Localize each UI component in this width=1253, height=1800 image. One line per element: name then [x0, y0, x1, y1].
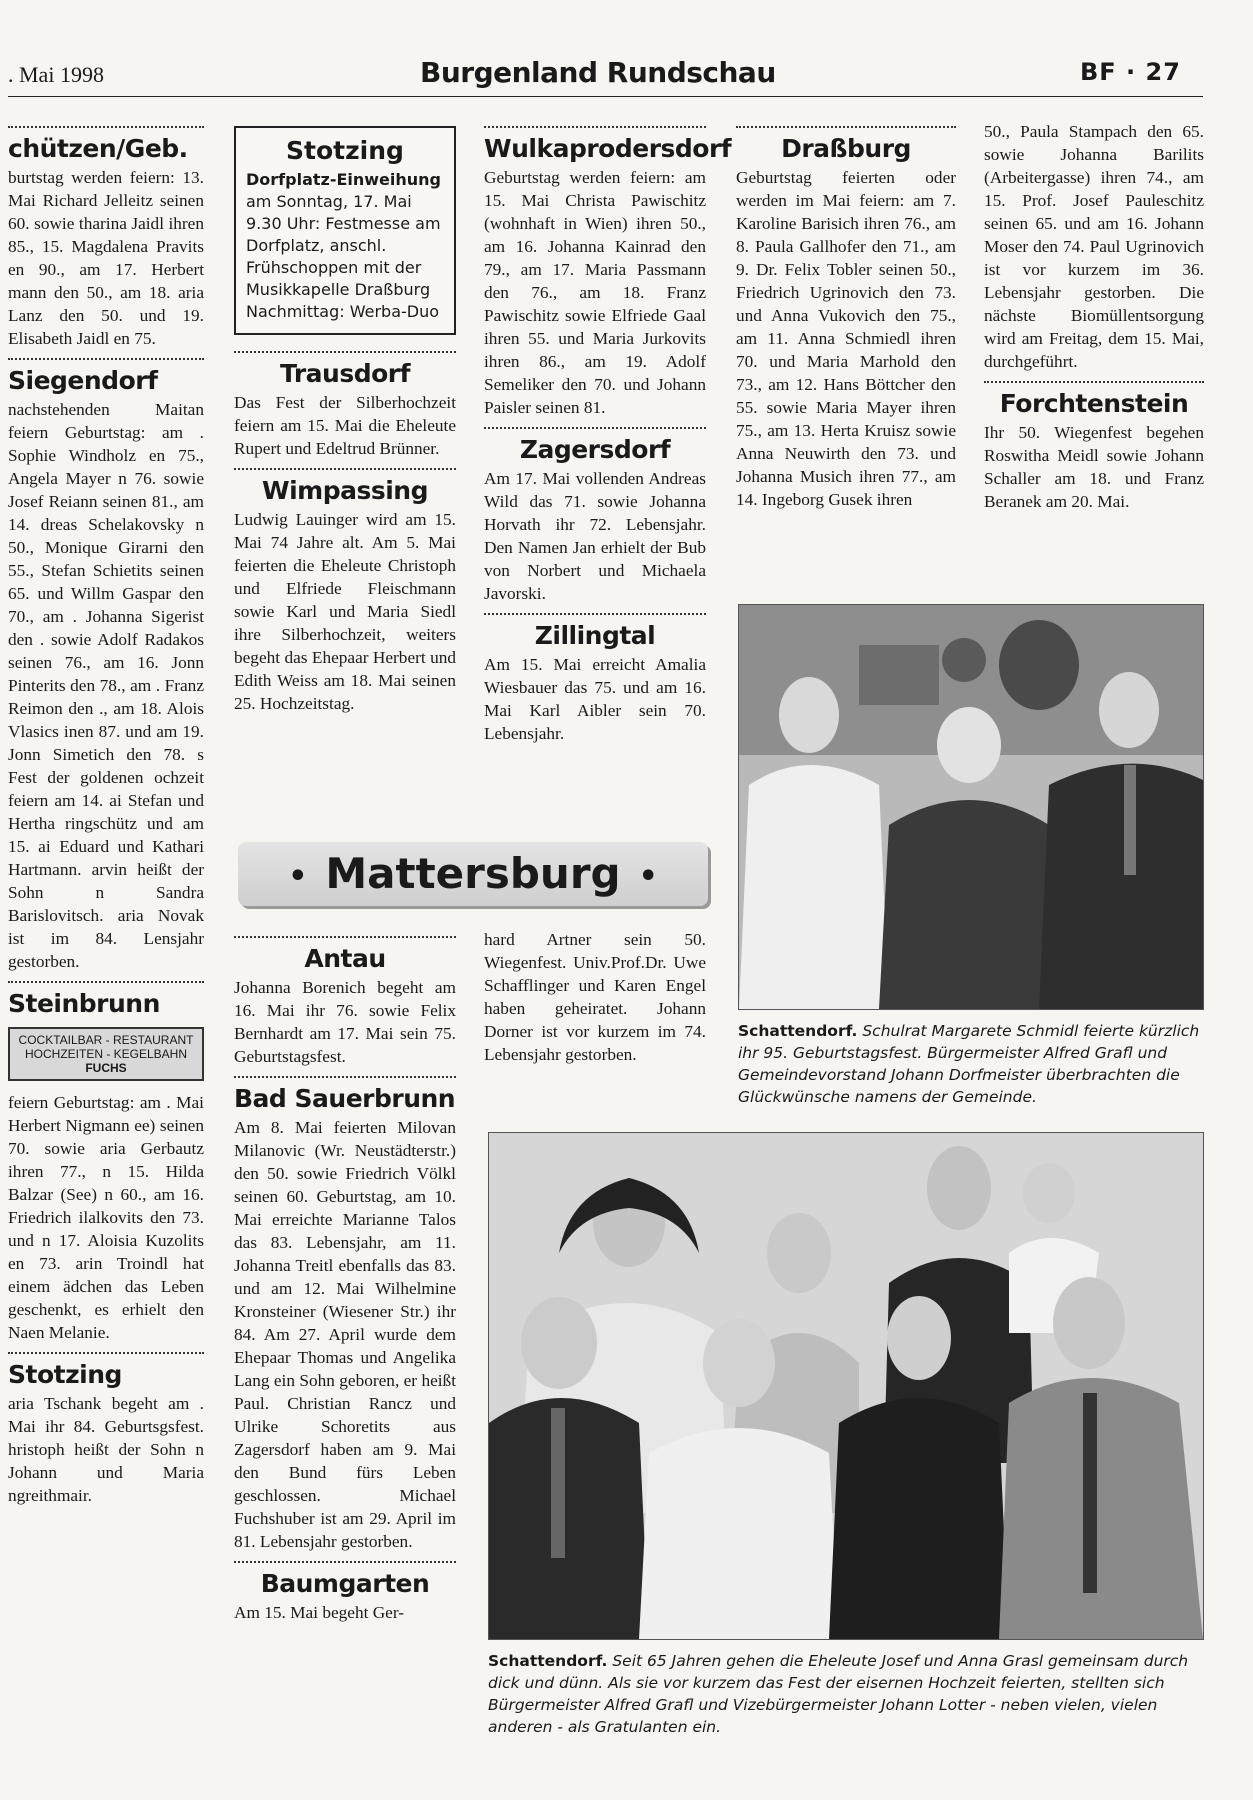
- article-forchtenstein: [984, 389, 1204, 513]
- caption-text: Schulrat Margarete Schmidl feierte kürzlich ihr 95. Geburtstagsfest. Bürgermeister Alfred Grafl und Gemeindevorstand Johann Dorfmeister überbrachten die Glückwünsche namens der Gemeinde.: [738, 1022, 1200, 1106]
- article-heading: Trausdorf: [280, 359, 410, 388]
- banner-title: Mattersburg: [325, 849, 621, 898]
- divider: [8, 126, 204, 128]
- article-text: Am 15. Mai erreicht Amalia Wiesbauer das 75. und am 16. Mai Karl Aibler sein 70. Lebensjahr.: [484, 655, 706, 743]
- advertisement-fuchs: [8, 1027, 204, 1081]
- article-bad-sauerbrunn: [234, 1084, 456, 1553]
- newspaper-title: Burgenland Rundschau: [420, 56, 776, 89]
- article-text: Am 15. Mai begeht Ger-: [234, 1603, 405, 1622]
- article-heading: Forchtenstein: [999, 389, 1189, 418]
- article-heading: Steinbrunn: [8, 989, 160, 1018]
- article-heading: Wulkaprodersdorf: [484, 134, 732, 163]
- divider: [984, 381, 1204, 383]
- ad-line: COCKTAILBAR - RESTAURANT: [18, 1033, 194, 1047]
- article-heading: Zillingtal: [534, 621, 656, 650]
- article-text: Ludwig Lauinger wird am 15. Mai 74 Jahre alt. Am 5. Mai feierten die Eheleute Christoph und Elfriede Fleischmann sowie Karl und Maria Siedl ihre Silberhochzeit, weiters begeht das Ehepaar Herbert und Edith Weiss am 18. Mai seinen 25. Hochzeitstag.: [234, 510, 456, 713]
- ad-name: FUCHS: [85, 1061, 127, 1075]
- issue-date: . Mai 1998: [8, 62, 104, 87]
- article-text: nachstehenden Maitan feiern Geburtstag: am . Sophie Windholz en 75., Angela Mayer n 76. sowie Josef Reiann seinen 81., am 14. dreas Schelakovsky n 50., Monique Girarni den 55., Stefan Schietits seinen 65. und Willm Gaspar den 70., am . Johanna Sigerist den . sowie Adolf Radakos seinen 76., am 16. Jonn Pinterits den 78., am . Franz Reimon den ., am 18. Alois Vlasics inen 87. und am 19. Jonn Simetich den 78. s Fest der goldenen ochzeit feiern am 14. ai Stefan und Hertha ringschütz und am 15. ai Eduard und Kathari Hartmann. arvin heißt der Sohn n Sandra Barislovitsch. aria Novak ist im 84. Lensjahr gestorben.: [8, 400, 204, 971]
- article-text: 50., Paula Stampach den 65. sowie Johanna Barilits (Arbeitergasse) ihren 74., am 15. Prof. Josef Pauleschitz seinen 65. und am 16. Johann Moser den 74. Paul Ugrinovich ist vor kurzem im 36. Lebensjahr gestorben. Die nächste Biomüllentsorgung wird am Freitag, dem 15. Mai, durchgeführt.: [984, 122, 1204, 371]
- article-heading: Zagersdorf: [519, 435, 671, 464]
- divider: [8, 1352, 204, 1354]
- banner-bullet: •: [288, 858, 308, 894]
- page-number: BF · 27: [1080, 58, 1181, 86]
- article-text: Am 17. Mai vollenden Andreas Wild das 71. sowie Johanna Horvath ihr 72. Lebensjahr. Den Namen Jan erhielt der Bub von Norbert und Michaela Javorski.: [484, 469, 706, 603]
- article-text: hard Artner sein 50. Wiegenfest. Univ.Prof.Dr. Uwe Schafflinger und Karen Engel haben geheiratet. Johann Dorner ist vor kurzem im 74. Lebensjahr gestorben.: [484, 930, 706, 1064]
- divider: [484, 613, 706, 615]
- divider: [234, 1561, 456, 1563]
- article-trausdorf: [234, 359, 456, 460]
- photo-schattendorf-anniversary: [488, 1132, 1204, 1640]
- caption-text: Seit 65 Jahren gehen die Eheleute Josef und Anna Grasl gemeinsam durch dick und dünn. Als sie vor kurzem das Fest der eisernen Hochzeit feierten, stellten sich Bürgermeister Alfred Grafl und Vizebürgermeister Johann Lotter - neben vielen, vielen anderen - als Gratulanten ein.: [488, 1652, 1189, 1736]
- divider: [234, 936, 456, 938]
- article-text: Ihr 50. Wiegenfest begehen Roswitha Meidl sowie Johann Schaller am 18. und Franz Beranek am 20. Mai.: [984, 423, 1204, 511]
- column-4-top: [736, 118, 956, 588]
- article-text: Am 8. Mai feierten Milovan Milanovic (Wr. Neustädterstr.) den 50. sowie Friedrich Völkl seinen 60. Geburtstag, am 10. Mai erreichte Marianne Talos das 83. Lebensjahr, am 11. Johanna Treitl ebenfalls das 83. und am 12. Mai Wilhelmine Kronsteiner (Wiesener Str.) ihr 84. Am 27. April wurde dem Ehepaar Thomas und Angelika Lang ein Sohn geboren, er heißt Paul. Christian Rancz und Ulrike Schoretits aus Zagersdorf haben am 9. Mai den Bund fürs Leben geschlossen. Michael Fuchshuber ist am 29. April im 81. Lebensjahr gestorben.: [234, 1118, 456, 1551]
- header-rule: [8, 96, 1203, 97]
- divider: [8, 358, 204, 360]
- column-2-bottom: [234, 928, 456, 1768]
- article-text: Geburtstag werden feiern: am 15. Mai Christa Pawischitz (wohnhaft in Wien) ihren 50., am 16. Johanna Kainrad den 79., am 17. Maria Passmann den 76., am 18. Franz Pawischitz sowie Elfriede Gaal ihren 55. und Maria Jurkovits ihren 86., am 19. Adolf Semeliker den 70. und Johann Paisler seinen 81.: [484, 168, 706, 417]
- article-wulkaprodersdorf: [484, 134, 732, 419]
- column-3-top: [484, 118, 732, 828]
- article-text: Geburtstag feierten oder werden im Mai feiern: am 7. Karoline Barisich ihren 76., am 8. Paula Gallhofer den 71., am 9. Dr. Felix Tobler seinen 50., Friedrich Ugrinovich den 73. und Anna Vukovich den 75., am 11. Anna Schmiedl ihren 70. und Maria Marhold den 73., am 12. Hans Böttcher den 55. sowie Maria Mayer ihren 75., am 13. Herta Kruisz sowie Anna Neuwirth den 73. und Johanna Musich ihren 77., am 14. Ingeborg Gusek ihren: [736, 168, 956, 509]
- banner-bullet: •: [638, 858, 658, 894]
- article-heading: chützen/Geb.: [8, 134, 188, 163]
- article-drassburg: [736, 134, 956, 511]
- article-heading: Wimpassing: [262, 476, 428, 505]
- article-heading: Draßburg: [781, 134, 911, 163]
- column-5-top: [984, 120, 1204, 590]
- article-text: aria Tschank begeht am . Mai ihr 84. Geburtsgsfest. hristoph heißt der Sohn n Johann und Maria ngreithmair.: [8, 1394, 204, 1505]
- section-banner-mattersburg: [238, 842, 708, 906]
- photo-caption-1: [738, 1020, 1206, 1108]
- article-heading: Baumgarten: [260, 1569, 430, 1598]
- divider: [234, 351, 456, 353]
- article-schuetzen: [8, 134, 204, 350]
- article-heading: Bad Sauerbrunn: [234, 1084, 456, 1113]
- divider: [234, 1076, 456, 1078]
- box-body: am Sonntag, 17. Mai 9.30 Uhr: Festmesse am Dorfplatz, anschl. Frühschoppen mit der Musikkapelle Draßburg Nachmittag: Werba-Duo: [246, 192, 441, 321]
- article-siegendorf: [8, 366, 204, 973]
- box-subtitle: Dorfplatz-Einweihung: [246, 170, 442, 189]
- divider: [484, 126, 706, 128]
- column-1: [8, 118, 204, 1758]
- article-text: Johanna Borenich begeht am 16. Mai ihr 76. sowie Felix Bernhardt am 17. Mai sein 75. Geburtstagsfest.: [234, 978, 456, 1066]
- caption-place: Schattendorf.: [488, 1652, 608, 1670]
- ad-line: HOCHZEITEN - KEGELBAHN: [24, 1047, 188, 1061]
- photo-schattendorf-birthday: [738, 604, 1204, 1010]
- caption-place: Schattendorf.: [738, 1022, 858, 1040]
- photo-caption-2: [488, 1650, 1204, 1738]
- article-antau: [234, 944, 456, 1068]
- event-box-stotzing: [234, 126, 456, 335]
- article-heading: Stotzing: [8, 1360, 122, 1389]
- column-3-bottom: [484, 928, 706, 1118]
- article-text: burtstag werden feiern: 13. Mai Richard Jelleitz seinen 60. sowie tharina Jaidl ihren 85., 15. Magdalena Pravits en 90., am 17. Herbert mann den 50., am 18. aria Lanz den 50. und 19. Elisabeth Jaidl en 75.: [8, 168, 204, 348]
- article-text: feiern Geburtstag: am . Mai Herbert Nigmann ee) seinen 70. sowie aria Gerbautz ihren 77., n 15. Hilda Balzar (See) n 60., am 16. Friedrich ilalkovits den 73. und n 17. Aloisia Kuzolits en 73. arin Troindl hat einem ädchen das Leben geschenkt, es erhielt den Naen Melanie.: [8, 1093, 204, 1342]
- column-2-top: [234, 126, 456, 826]
- divider: [736, 126, 956, 128]
- article-steinbrunn: [8, 989, 204, 1344]
- divider: [484, 427, 706, 429]
- article-baumgarten: [234, 1569, 456, 1624]
- article-drassburg-cont: [984, 120, 1204, 373]
- article-wimpassing: [234, 476, 456, 715]
- divider: [234, 468, 456, 470]
- box-title: Stotzing: [286, 136, 404, 165]
- article-zagersdorf: [484, 435, 706, 605]
- article-heading: Siegendorf: [8, 366, 158, 395]
- article-heading: Antau: [304, 944, 386, 973]
- article-stotzing-2: [8, 1360, 204, 1507]
- article-text: Das Fest der Silberhochzeit feiern am 15. Mai die Eheleute Rupert und Edeltrud Brünner.: [234, 393, 456, 458]
- article-zillingtal: [484, 621, 706, 745]
- divider: [8, 981, 204, 983]
- photo-image: [489, 1133, 1203, 1639]
- photo-image: [739, 605, 1203, 1009]
